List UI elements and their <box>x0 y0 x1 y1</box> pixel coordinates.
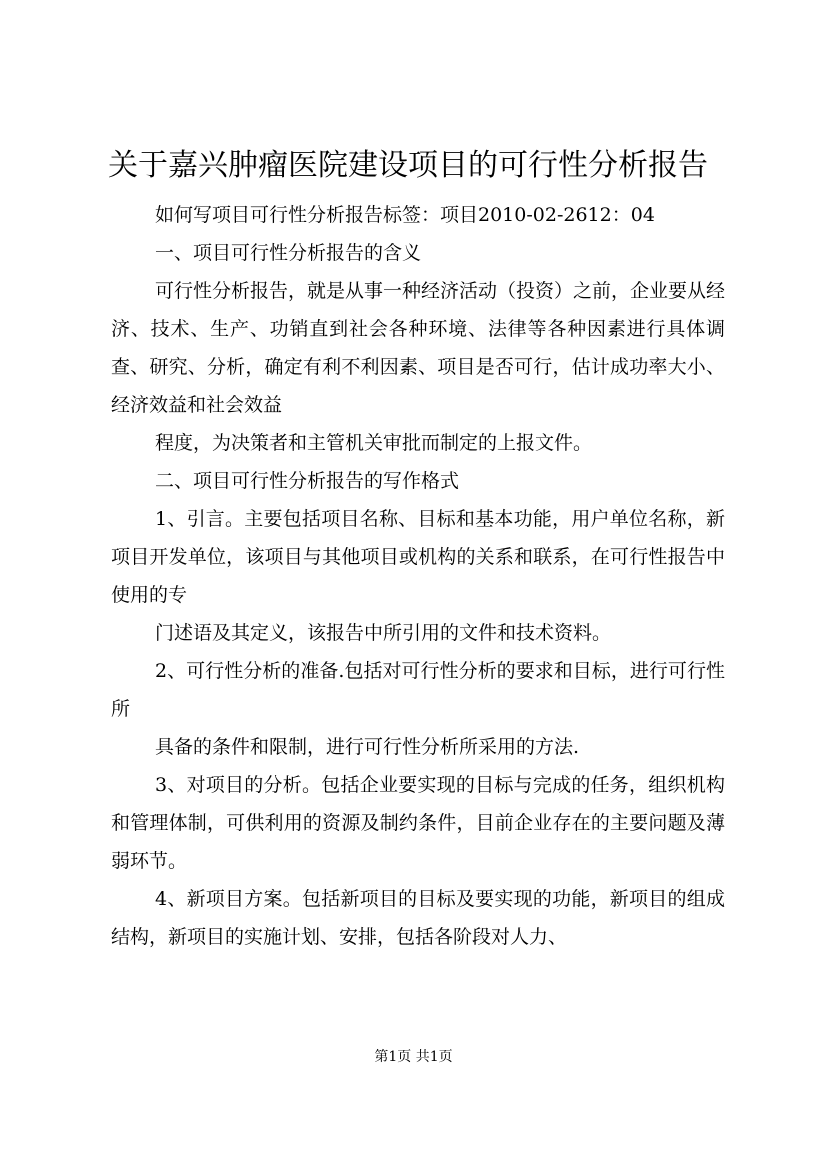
paragraph-definition: 可行性分析报告，就是从事一种经济活动（投资）之前，企业要从经济、技术、生产、功销直到社会各种环境、法律等各种因素进行具体调查、研究、分析，确定有利不利因素、项目是否可行，估计成功率大小、经济效益和社会效益 <box>111 280 726 416</box>
paragraph-analysis: 3、对项目的分析。包括企业要实现的目标与完成的任务，组织机构和管理体制，可供利用的资源及制约条件，目前企业存在的主要问题及薄弱环节。 <box>111 774 725 872</box>
section-heading-2: 二、项目可行性分析报告的写作格式 <box>155 470 460 492</box>
paragraph-preparation-cont: 具备的条件和限制，进行可行性分析所采用的方法. <box>155 736 580 758</box>
document-title: 关于嘉兴肿瘤医院建设项目的可行性分析报告 <box>108 148 708 183</box>
paragraph-intro-cont: 门述语及其定义，该报告中所引用的文件和技术资料。 <box>155 622 612 644</box>
document-body <box>111 196 725 956</box>
paragraph-definition-cont: 程度，为决策者和主管机关审批而制定的上报文件。 <box>155 432 593 454</box>
section-heading-1: 一、项目可行性分析报告的含义 <box>155 242 422 264</box>
paragraph-new-plan: 4、新项目方案。包括新项目的目标及要实现的功能，新项目的组成结构，新项目的实施计划、安排，包括各阶段对人力、 <box>111 888 725 948</box>
paragraph-tags: 如何写项目可行性分析报告标签：项目2010-02-2612：04 <box>155 204 655 226</box>
paragraph-intro: 1、引言。主要包括项目名称、目标和基本功能，用户单位名称，新项目开发单位，该项目与其他项目或机构的关系和联系，在可行性报告中使用的专 <box>111 508 725 606</box>
page-footer: 第1页 共1页 <box>374 1049 453 1065</box>
paragraph-preparation: 2、可行性分析的准备.包括对可行性分析的要求和目标，进行可行性所 <box>111 660 725 720</box>
